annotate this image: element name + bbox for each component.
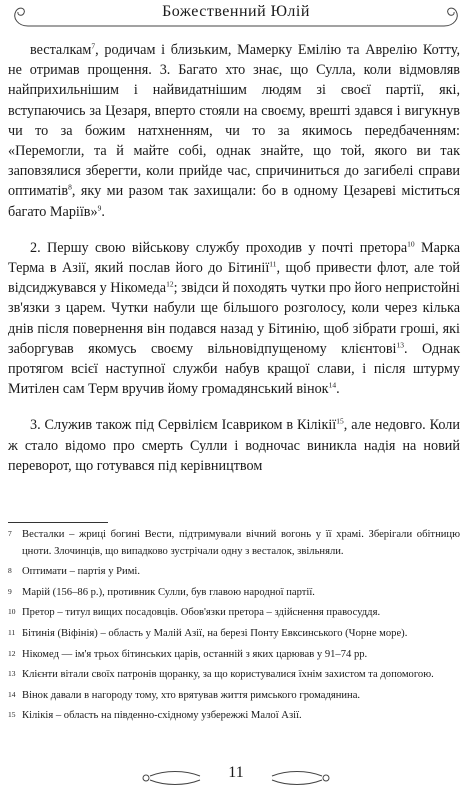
footnote-ref: 10 — [407, 239, 415, 249]
footnote-ref: 15 — [336, 416, 344, 426]
footnote: 11 Бітинія (Віфінія) – область у Малій Азії, на березі Понту Евксинського (Чорне море). — [8, 627, 408, 639]
footnote: 7 Весталки – жриці богині Вести, підтримували вічний вогонь у її храмі. Зберігали обітницю цноти. Злочинців, що випадково зустрічали одну з весталок, звільняли. — [8, 529, 460, 557]
footnote: 14 Вінок давали в нагороду тому, хто врятував життя римського громадянина. — [8, 689, 361, 701]
page-number: 11 — [228, 764, 244, 781]
running-header — [0, 0, 472, 30]
footnote-ref: 12 — [166, 279, 174, 289]
footnote-ref: 9 — [97, 202, 102, 212]
footnote-ref: 11 — [269, 259, 277, 269]
footnote: 12 Нікомед — ім'я трьох бітинських царів, останній з яких царював у 91–74 рр. — [8, 648, 368, 660]
footnote-ref: 7 — [91, 41, 96, 51]
footnote: 8 Оптимати – партія у Римі. — [8, 566, 140, 578]
footnote-ref: 14 — [328, 380, 337, 390]
paragraph-2: 2. Першу свою військову службу проходив у почті претора$^{10}$ Марка Терма в Азії, який послав його до Бітинії$^{11}$, щоб привести флот, але той відсиджувався у Нікомеда$^{12}$; звідси й походять чутки про його непристойні зв'язки з царем. Чутки набули ще більшого розголосу, коли через кілька днів після повернення він подався назад у Бітинію, щоб зібрати гроші, які заборгував якомусь своєму вільновідпущеному клієнтові$^{13}$. Однак протягом всієї наступної служби набув кращої слави, і після штурму Митілен сам Терм вручив йому громадянський вінок$^{14}$. — [8, 239, 461, 398]
main-text — [8, 40, 460, 476]
footnotes — [8, 527, 460, 729]
footnote-divider — [8, 522, 108, 523]
footnote: 15 Кілікія – область на південно-східному узбережжі Малої Азії. — [8, 710, 302, 722]
footnote: 10 Претор – титул вищих посадовців. Обов'язки претора – здійснення правосуддя. — [8, 607, 381, 619]
book-title: Божественний Юлій — [162, 3, 310, 20]
footnote: 9 Марій (156–86 р.), противник Сулли, був главою народної партії. — [8, 586, 315, 598]
paragraph-1: весталкам$^7$, родичам і близьким, Мамерку Емілію та Аврелію Котту, не отримав прощення. 3. Багато хто знає, що Сулла, коли відмовляв найприхильнішим і найвидатнішим людям зі своєї партії, які, вступаючись за Цезаря, вперто стояли на своєму, врешті здався і вигукнув чи то за божим натхненням, чи то за якимось передбаченням: «Перемогли, та й майте собі, однак знайте, що той, якого ви так заповзялися зберегти, коли прийде час, спричиниться до загибелі справи оптиматів$^8$, яку ми разом так захищали: бо в одному Цезареві міститься багато Маріїв»$^9$. — [8, 41, 460, 220]
paragraph-3: 3. Служив також під Сервілієм Ісавриком в Кілікії$^{15}$, але недовго. Коли ж стало відомо про смерть Сулли і водночас виникла надія на новий переворот, що готувався під керівництвом — [8, 416, 460, 474]
footnote: 13 Клієнти вітали своїх патронів щоранку, за що користувалися їхнім захистом та допомогою. — [8, 669, 434, 681]
footnote-ref: 8 — [68, 182, 72, 192]
footnote-ref: 13 — [396, 340, 404, 350]
page-footer — [0, 762, 472, 792]
